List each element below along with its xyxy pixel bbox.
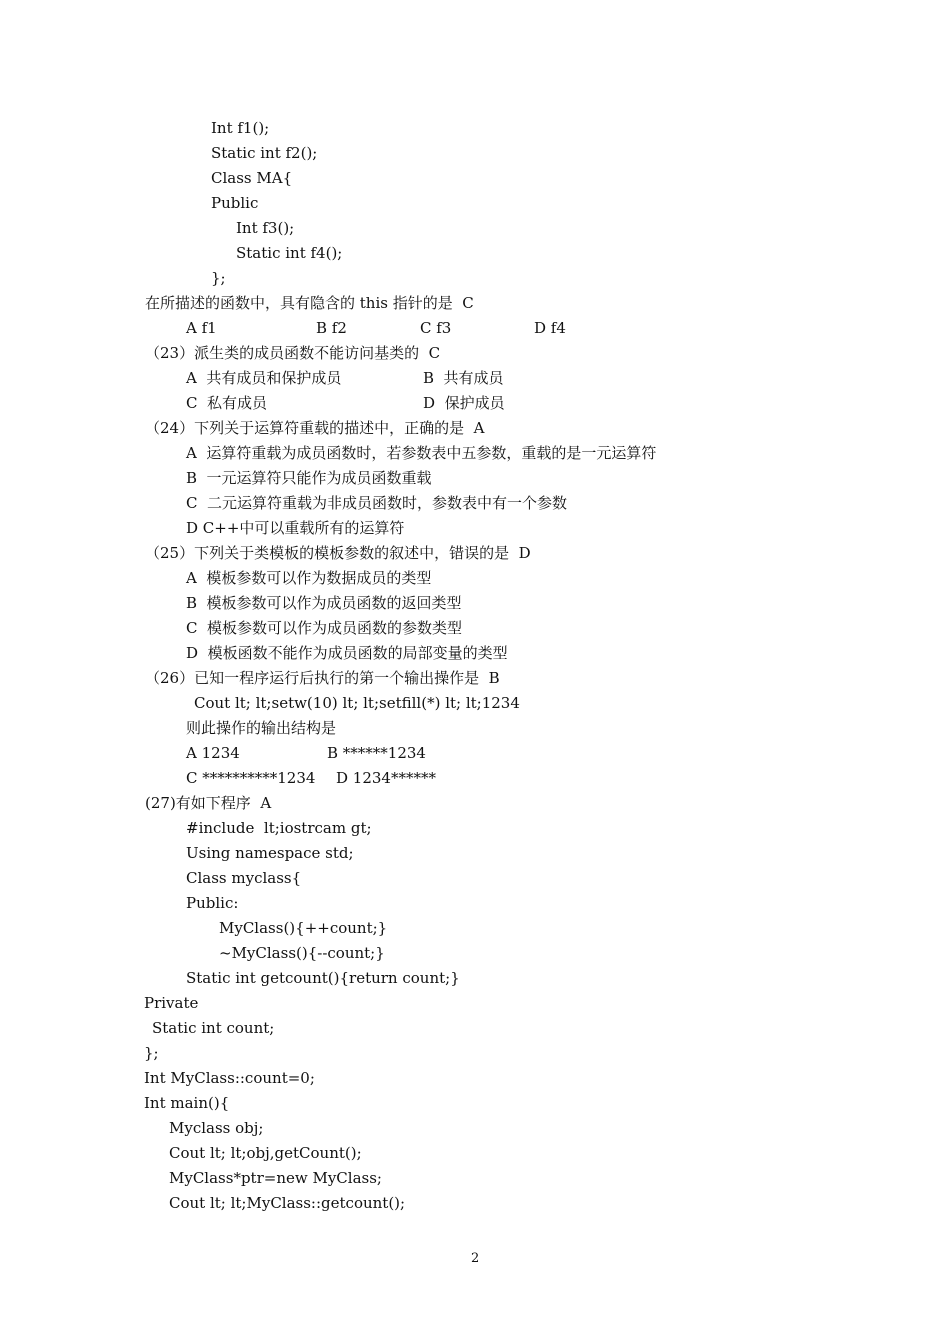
- option-c: C 二元运算符重载为非成员函数时，参数表中有一个参数: [186, 494, 568, 512]
- option-a: A 模板参数可以作为数据成员的类型: [186, 569, 432, 587]
- question-stem-26: （26）已知一程序运行后执行的第一个输出操作是 B: [145, 669, 500, 687]
- code-line: ~MyClass(){--count;}: [219, 944, 385, 962]
- code-line: Int main(){: [144, 1094, 230, 1112]
- code-line: Int f1();: [211, 119, 270, 137]
- option-c: C 私有成员: [186, 394, 268, 412]
- code-line: Static int f2();: [211, 144, 318, 162]
- code-line: #include lt;iostrcam gt;: [186, 819, 372, 837]
- code-line: Cout lt; lt;MyClass::getcount();: [169, 1194, 406, 1212]
- code-line: Using namespace std;: [186, 844, 354, 862]
- code-line: };: [144, 1044, 159, 1062]
- option-c: C 模板参数可以作为成员函数的参数类型: [186, 619, 463, 637]
- option-b: B 共有成员: [423, 369, 504, 387]
- option-a: A 运算符重载为成员函数时，若参数表中五参数，重载的是一元运算符: [186, 444, 657, 462]
- code-line: MyClass*ptr=new MyClass;: [169, 1169, 382, 1187]
- option-a: A 共有成员和保护成员: [186, 369, 342, 387]
- option-b: B ******1234: [327, 744, 426, 762]
- code-line: };: [211, 269, 226, 287]
- code-line: Myclass obj;: [169, 1119, 264, 1137]
- code-line: Cout lt; lt;setw(10) lt; lt;setfill(*) lt; lt;1234: [194, 694, 520, 712]
- question-prompt: 则此操作的输出结构是: [186, 719, 337, 737]
- option-a: A f1: [186, 319, 217, 337]
- option-d: D 1234******: [336, 769, 436, 787]
- question-stem-27: (27)有如下程序 A: [145, 794, 272, 812]
- option-c: C f3: [420, 319, 452, 337]
- code-line: Public:: [186, 894, 239, 912]
- option-d: D f4: [534, 319, 566, 337]
- page-number: 2: [471, 1251, 480, 1266]
- question-stem-24: （24）下列关于运算符重载的描述中，正确的是 A: [145, 419, 485, 437]
- question-stem-25: （25）下列关于类模板的模板参数的叙述中，错误的是 D: [145, 544, 531, 562]
- code-line: MyClass(){++count;}: [219, 919, 388, 937]
- code-line: Class myclass{: [186, 869, 302, 887]
- code-line: Cout lt; lt;obj,getCount();: [169, 1144, 362, 1162]
- option-b: B 模板参数可以作为成员函数的返回类型: [186, 594, 462, 612]
- option-d: D 模板函数不能作为成员函数的局部变量的类型: [186, 644, 508, 662]
- option-a: A 1234: [186, 744, 240, 762]
- option-d: D C++中可以重载所有的运算符: [186, 519, 405, 537]
- option-d: D 保护成员: [423, 394, 505, 412]
- question-stem-23: （23）派生类的成员函数不能访问基类的 C: [145, 344, 441, 362]
- code-line: Static int count;: [152, 1019, 275, 1037]
- option-b: B f2: [316, 319, 347, 337]
- question-stem-22: 在所描述的函数中，具有隐含的 this 指针的是 C: [145, 294, 474, 312]
- code-line: Private: [144, 994, 199, 1012]
- code-line: Static int f4();: [236, 244, 343, 262]
- code-line: Public: [211, 194, 259, 212]
- code-line: Int f3();: [236, 219, 295, 237]
- code-line: Static int getcount(){return count;}: [186, 969, 460, 987]
- code-line: Class MA{: [211, 169, 293, 187]
- option-c: C **********1234: [186, 769, 316, 787]
- code-line: Int MyClass::count=0;: [144, 1069, 315, 1087]
- option-b: B 一元运算符只能作为成员函数重载: [186, 469, 432, 487]
